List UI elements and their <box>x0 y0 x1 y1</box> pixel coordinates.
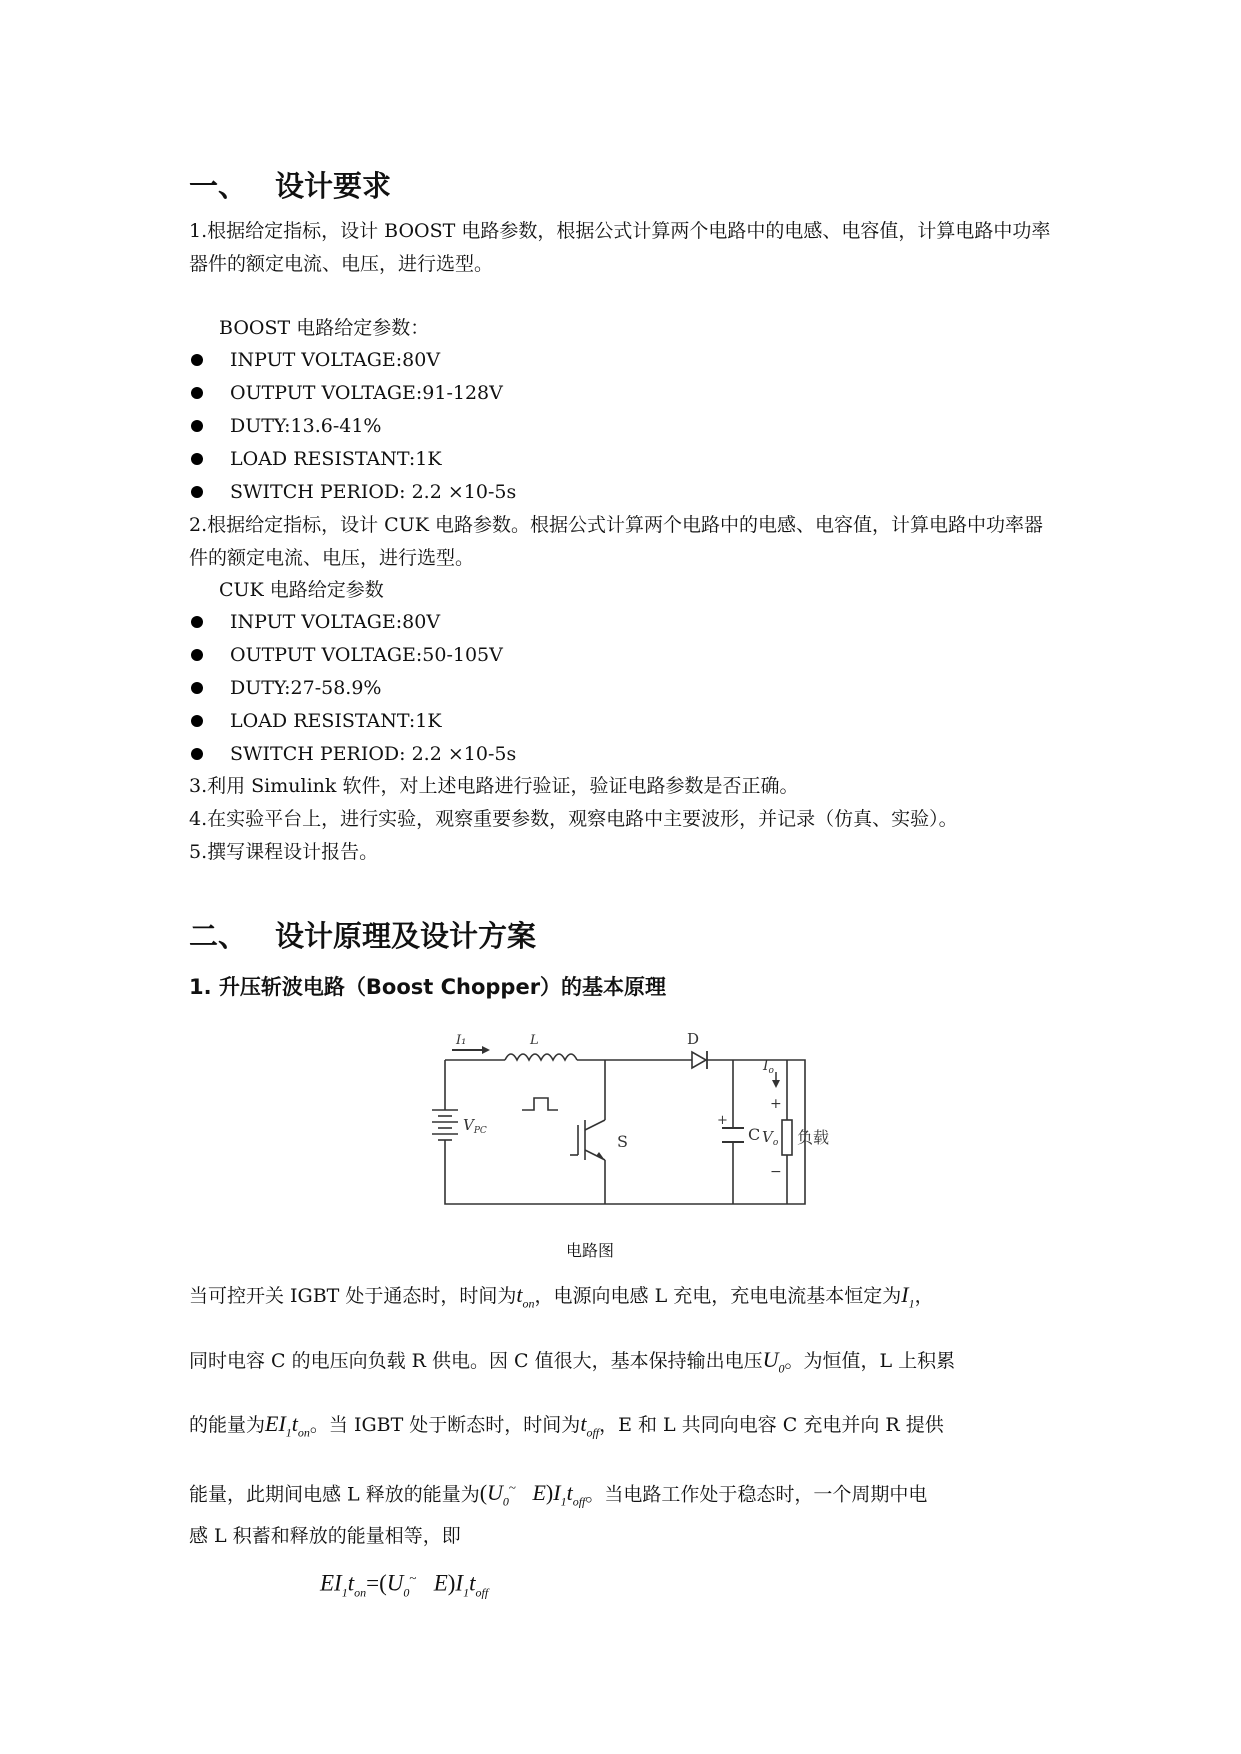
section-2-number: 二、 <box>189 919 248 953</box>
label-io: $I_o$ <box>763 1058 774 1076</box>
requirement-item-3: 3.利用 Simulink 软件，对上述电路进行验证，验证电路参数是否正确。 <box>189 775 799 797</box>
label-i1: I₁ <box>456 1033 467 1048</box>
section-2-heading <box>189 914 536 955</box>
paragraph-line-2: 同时电容 C 的电压向负载 R 供电。因 C 值很大，基本保持输出电压$U_0$。为恒值，L 上积累 <box>189 1347 956 1376</box>
math-u0: $U_0$ <box>762 1347 785 1376</box>
math-release-energy: ($U_0^\sim$ $E)I_1t_{off}$ <box>479 1480 586 1509</box>
bullet-icon <box>191 387 203 399</box>
label-switch: S <box>617 1132 628 1151</box>
bullet-icon <box>191 715 203 727</box>
label-load: 负载 <box>797 1128 830 1147</box>
document-page: 一、 设计要求 1.根据给定指标，设计 BOOST 电路参数，根据公式计算两个电路中的电感、电容值，计算电路中功率器件的额定电流、电压，进行选型。 BOOST 电路给定参数： INPUT VOLTAGE:80V OUTPUT VOLTAGE:91-128V DUTY:13.6-41% LOAD RESISTANT:1K SWITCH PERIOD: 2.2 ×10-5s 2.根据给定指标，设计 CUK 电路参数。根据公式计算两个电路中的电感、电容值，计算电路中功率器件的额定电流、电压，进行选型。 CUK 电路给定参数 INPUT VOLTAGE:80V OUTPUT VOLTAGE:50-105V DUTY:27-58.9% LOAD RESISTANT:1K SWITCH PERIOD: 2.2 ×10-5s 3.利用 Simulink 软件，对上述电路进行验证，验证电路参数是否正确。 4.在实验平台上，进行实验，观察重要参数，观察电路中主要波形，并记录（仿真、实验）。 5.撰写课程设计报告。 二、 设计原理及设计方案 1. 升压斩波电路（Boost Chopper）的基本原理 I₁ L $V_{PC}$ S D + C $I_o$ + $V_o$ − 负载 电路图 当可控开关 IGBT 处于通态时，时间为$t_{on}$，电源向电感 L 充电，充电电流基本恒定为$I_1$， 同时电容 C 的电压向负载 R 供电。因 C 值很大，基本保持输出电压$U_0$。为恒值，L 上积累 的能量为$EI_1t_{on}$。当 IGBT 处于断态时，时间为$t_{off}$，E 和 L 共同向电容 C 充电并向 R 提供 能量，此期间电感 L 释放的能量为($U_0^\sim$ $E)I_1t_{off}$。当电路工作处于稳态时，一个周期中电 感 L 积蓄和释放的能量相等，即 $EI_1t_{on}=(U_0^\sim$ $E)I_1t_{off}$ <box>0 0 1241 1754</box>
math-i1: $I_1$ <box>901 1282 915 1311</box>
bullet-icon <box>191 682 203 694</box>
dc-source-symbol <box>432 1110 458 1150</box>
bullet-icon <box>191 616 203 628</box>
requirement-item-2: 2.根据给定指标，设计 CUK 电路参数。根据公式计算两个电路中的电感、电容值，计算电路中功率器件的额定电流、电压，进行选型。 <box>189 514 1043 569</box>
boost-params-heading: BOOST 电路给定参数： <box>219 317 430 339</box>
cuk-params-heading: CUK 电路给定参数 <box>219 579 384 601</box>
requirement-item-4: 4.在实验平台上，进行实验，观察重要参数，观察电路中主要波形，并记录（仿真、实验）。 <box>189 808 958 830</box>
paragraph-line-1: 当可控开关 IGBT 处于通态时，时间为$t_{on}$，电源向电感 L 充电，充电电流基本恒定为$I_1$， <box>189 1282 934 1311</box>
energy-balance-equation: $EI_1t_{on}=(U_0^\sim$ $E)I_1t_{off}$ <box>320 1570 489 1600</box>
section-1-number: 一、 <box>189 169 248 203</box>
math-t-on: $t_{on}$ <box>516 1282 535 1311</box>
requirement-item-1: 1.根据给定指标，设计 BOOST 电路参数，根据公式计算两个电路中的电感、电容值，计算电路中功率器件的额定电流、电压，进行选型。 <box>189 220 1051 275</box>
gate-pulse-icon <box>522 1098 558 1110</box>
label-vo: $V_o$ <box>762 1128 779 1148</box>
capacitor-symbol <box>722 1128 744 1142</box>
label-inductor: L <box>530 1033 539 1048</box>
paragraph-line-3: 的能量为$EI_1t_{on}$。当 IGBT 处于断态时，时间为$t_{off}$，E 和 L 共同向电容 C 充电并向 R 提供 <box>189 1411 944 1440</box>
math-t-off: $t_{off}$ <box>580 1411 600 1440</box>
label-diode: D <box>687 1030 700 1048</box>
bullet-icon <box>191 486 203 498</box>
section-1-heading <box>189 164 391 205</box>
output-minus: − <box>770 1164 782 1180</box>
bullet-icon <box>191 748 203 760</box>
paragraph-line-5: 感 L 积蓄和释放的能量相等，即 <box>189 1525 461 1547</box>
bullet-icon <box>191 420 203 432</box>
bullet-icon <box>191 649 203 661</box>
boost-circuit-diagram <box>430 1030 850 1215</box>
subsection-1-heading: 1. 升压斩波电路（Boost Chopper）的基本原理 <box>189 975 667 999</box>
requirement-item-5: 5.撰写课程设计报告。 <box>189 841 379 863</box>
output-plus: + <box>770 1096 782 1112</box>
label-capacitor: C <box>748 1125 761 1144</box>
load-resistor-symbol <box>782 1120 792 1155</box>
math-ei1ton: $EI_1t_{on}$ <box>265 1411 310 1440</box>
bullet-icon <box>191 354 203 366</box>
inductor-coil <box>505 1054 577 1060</box>
section-2-title: 设计原理及设计方案 <box>275 919 537 953</box>
figure-caption: 电路图 <box>566 1241 615 1260</box>
diode-symbol <box>692 1051 707 1069</box>
capacitor-plus: + <box>717 1113 728 1128</box>
paragraph-line-4: 能量，此期间电感 L 释放的能量为($U_0^\sim$ $E)I_1t_{off}$。当电路工作处于稳态时，一个周期中电 <box>189 1480 928 1509</box>
section-1-title: 设计要求 <box>275 169 392 203</box>
bullet-icon <box>191 453 203 465</box>
label-vin: $V_{PC}$ <box>463 1116 487 1136</box>
